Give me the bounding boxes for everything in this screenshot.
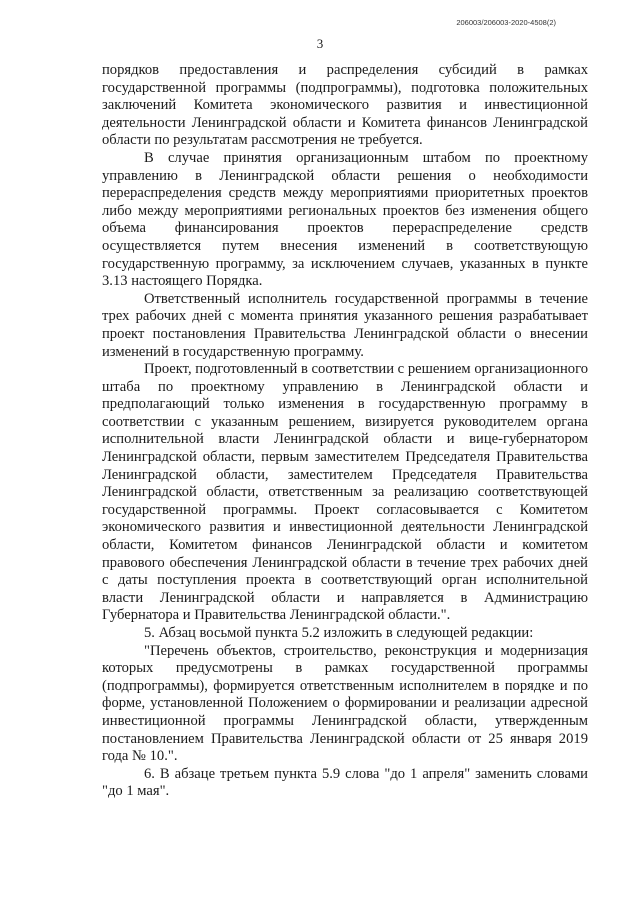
- paragraph-project-approval: Проект, подготовленный в соответствии с решением организационного штаба по проектному управлению в Ленинградской области и предполагающий только изменения в государственную программу в соответствии с указанным решением, визируется руководителем органа исполнительной власти Ленинградской области и вице-губернатором Ленинградской области, первым заместителем Председателя Правительства Ленинградской области, заместителем Председателя Правительства Ленинградской области, ответственным за реализацию соответствующей государственной программы. Проект согласовывается с Комитетом экономического развития и инвестиционной деятельности Ленинградской области, Комитетом финансов Ленинградской области и комитетом правового обеспечения Ленинградской области в течение трех рабочих дней с даты поступления проекта в соответствующий орган исполнительной власти Ленинградской области и направляется в Администрацию Губернатора и Правительства Ленинградской области.".: [102, 361, 588, 624]
- paragraph-continuation: порядков предоставления и распределения субсидий в рамках государственной программы (подпрограммы), подготовка положительных заключений Комитета экономического развития и инвестиционной деятельности Ленинградской области и Комитета финансов Ленинградской области по результатам рассмотрения не требуется.: [102, 62, 588, 149]
- document-body: [102, 62, 588, 801]
- paragraph-item-5: 5. Абзац восьмой пункта 5.2 изложить в следующей редакции:: [144, 625, 534, 641]
- paragraph-item-6: 6. В абзаце третьем пункта 5.9 слова "до 1 апреля" заменить словами "до 1 мая".: [102, 765, 588, 800]
- page-number: 3: [316, 36, 324, 51]
- document-id: 206003/206003-2020-4508(2): [456, 18, 556, 27]
- paragraph-objects-list: "Перечень объектов, строительство, реконструкция и модернизация которых предусмотрены в рамках государственной программы (подпрограммы), формируется ответственным исполнителем в порядке и по форме, установленной Положением о формировании и реализации адресной инвестиционной программы Ленинградской области, утвержденным постановлением Правительства Ленинградской области от 25 января 2019 года № 10.".: [102, 642, 588, 765]
- paragraph-responsible-executor: Ответственный исполнитель государственной программы в течение трех рабочих дней с момента принятия указанного решения разрабатывает проект постановления Правительства Ленинградской области о внесении изменений в государственную программу.: [102, 290, 588, 360]
- paragraph-redistribution: В случае принятия организационным штабом по проектному управлению в Ленинградской области решения о необходимости перераспределения средств между мероприятиями приоритетных проектов либо между мероприятиями региональных проектов без изменения общего объема финансирования проектов перераспределение средств осуществляется путем внесения изменений в соответствующую государственную программу, за исключением случаев, указанных в пункте 3.13 настоящего Порядка.: [102, 149, 588, 290]
